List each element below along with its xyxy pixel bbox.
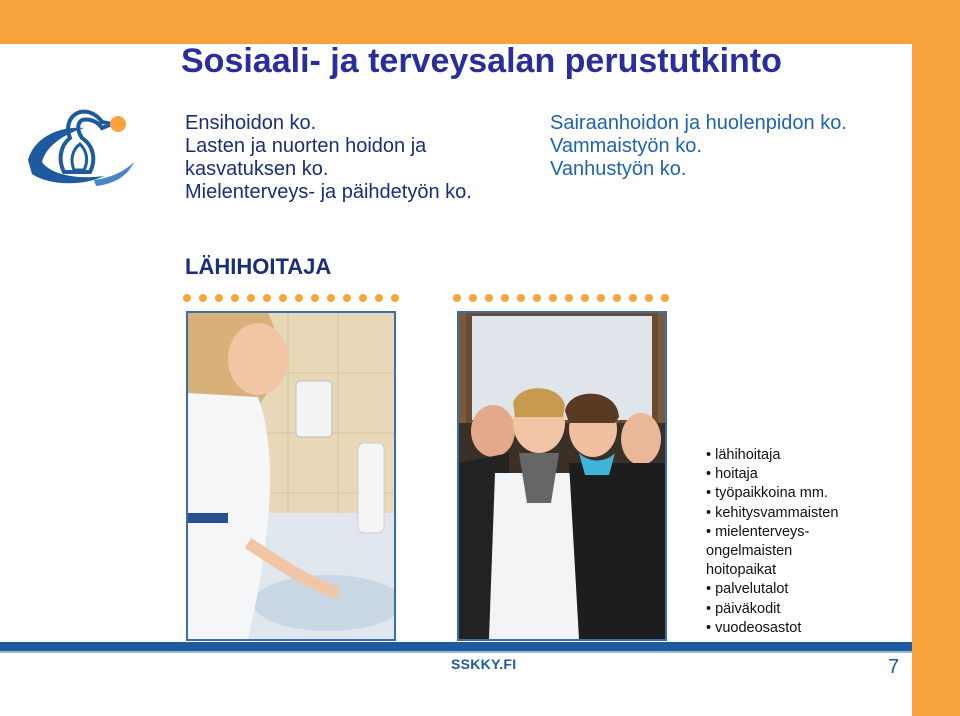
list-item: hoitopaikat bbox=[706, 562, 777, 579]
specialization-item: Mielenterveys- ja päihdetyön ko. bbox=[185, 181, 472, 203]
specialization-item: Lasten ja nuorten hoidon ja bbox=[185, 135, 427, 157]
swan-logo-icon bbox=[24, 98, 138, 190]
list-item: • hoitaja bbox=[706, 466, 758, 483]
footer-rule-light bbox=[0, 651, 912, 653]
specialization-item: kasvatuksen ko. bbox=[185, 158, 329, 180]
section-subtitle: LÄHIHOITAJA bbox=[185, 254, 332, 279]
footer-rule bbox=[0, 642, 912, 651]
top-accent-bar bbox=[0, 0, 960, 44]
list-item: • vuodeosastot bbox=[706, 619, 802, 636]
photo-nurse-handwashing bbox=[186, 311, 396, 641]
list-item: • mielenterveys- bbox=[706, 523, 810, 540]
page-number: 7 bbox=[888, 656, 900, 678]
left-specializations bbox=[185, 112, 472, 204]
photo-group-of-students bbox=[457, 311, 667, 641]
list-item: • palvelutalot bbox=[706, 581, 789, 598]
footer-brand-link[interactable]: SSKKY.FI bbox=[451, 656, 517, 672]
list-item: • työpaikkoina mm. bbox=[706, 485, 828, 502]
specialization-item: Ensihoidon ko. bbox=[185, 112, 317, 134]
specialization-item: Vanhustyön ko. bbox=[550, 158, 687, 180]
job-opportunities-list bbox=[706, 446, 838, 638]
page-title: Sosiaali- ja terveysalan perustutkinto bbox=[181, 42, 782, 80]
right-specializations bbox=[550, 112, 847, 181]
specialization-item: Sairaanhoidon ja huolenpidon ko. bbox=[550, 112, 847, 134]
specialization-item: Vammaistyön ko. bbox=[550, 135, 702, 157]
list-item: • kehitysvammaisten bbox=[706, 504, 839, 521]
list-item: ongelmaisten bbox=[706, 543, 793, 560]
list-item: • lähihoitaja bbox=[706, 447, 781, 463]
list-item: • päiväkodit bbox=[706, 600, 781, 617]
dotted-divider-right bbox=[453, 293, 673, 303]
right-accent-bar bbox=[912, 44, 960, 716]
dotted-divider-left bbox=[183, 293, 403, 303]
